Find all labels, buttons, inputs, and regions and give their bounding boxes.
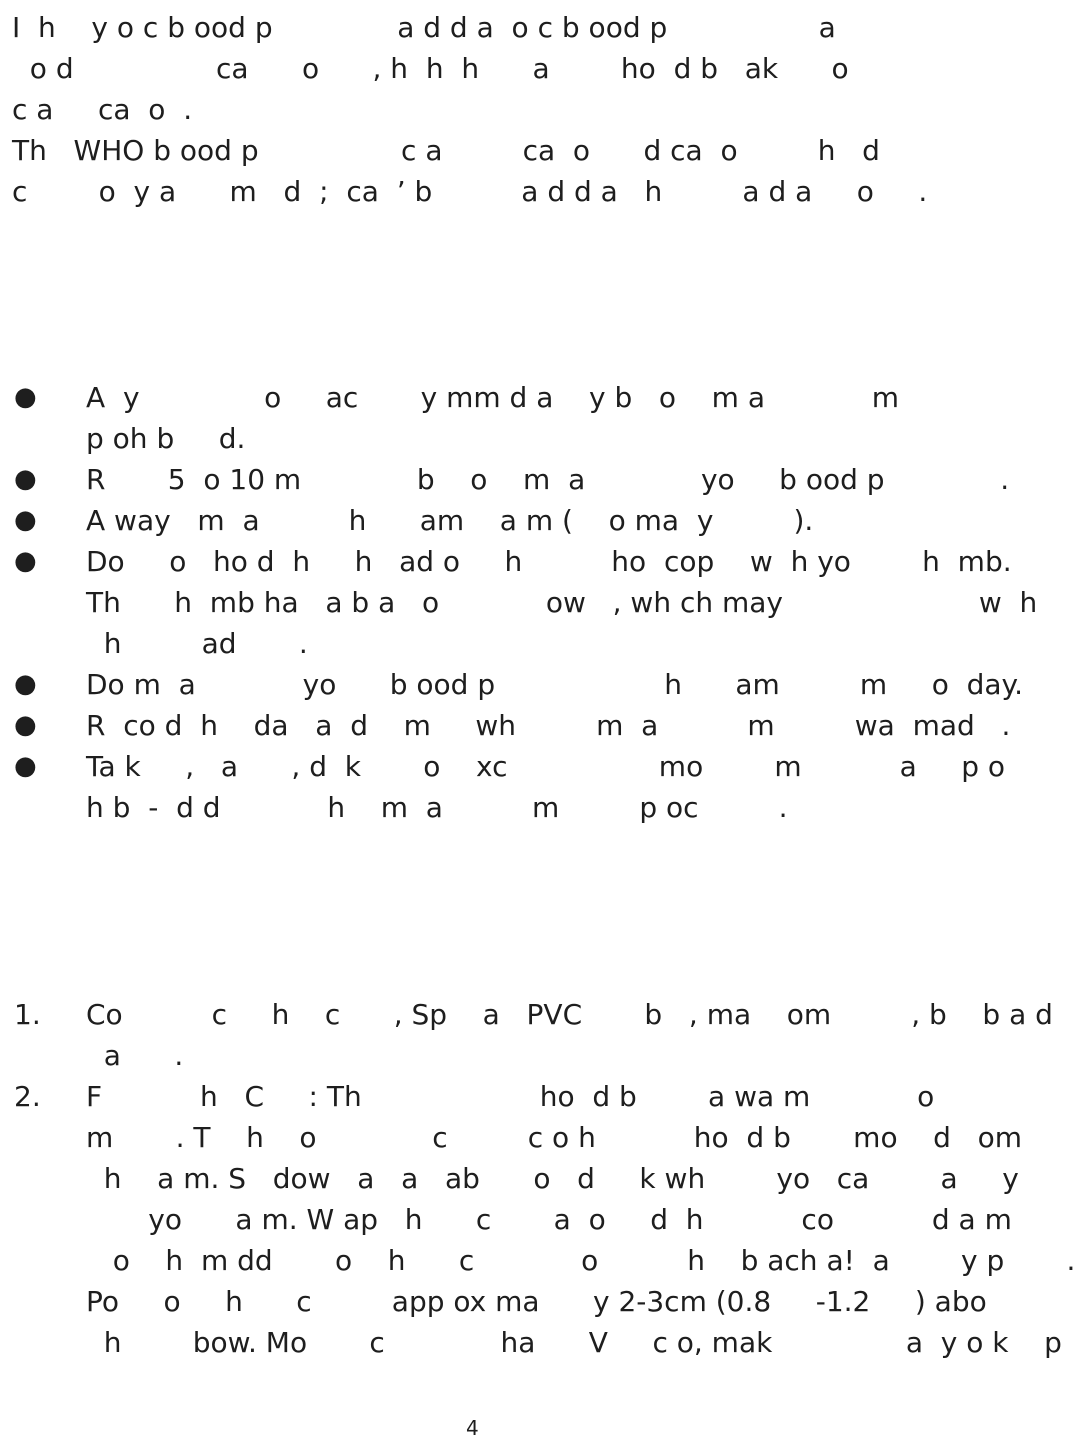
bullet-icon: ● xyxy=(14,464,37,494)
bullet-line: A way m a h am a m ( o ma y ). xyxy=(86,504,814,537)
step-line: h a m. S dow a a ab o d k wh yo ca a y xyxy=(86,1162,1019,1195)
step-line: m . T h o c c o h ho d b mo d om xyxy=(86,1121,1023,1154)
bullet-line: R 5 o 10 m b o m a yo b ood p . xyxy=(86,463,1010,496)
bullet-line: Th h mb ha a b a o ow , wh ch may w h xyxy=(86,586,1038,619)
bullet-line: Ta k , a , d k o xc mo m a p o xyxy=(86,750,1006,783)
step-number: 1. xyxy=(14,998,41,1031)
intro-line: c o y a m d ; ca ’ b a d d a h a d a o . xyxy=(12,175,928,208)
bullet-icon: ● xyxy=(14,710,37,740)
step-line: Po o h c app ox ma y 2-3cm (0.8 -1.2 ) abo xyxy=(86,1285,987,1318)
bullet-line: R co d h da a d m wh m a m wa mad . xyxy=(86,709,1011,742)
bullet-icon: ● xyxy=(14,751,37,781)
bullet-icon: ● xyxy=(14,505,37,535)
bullet-line: h ad . xyxy=(86,627,308,660)
step-line: yo a m. W ap h c a o d h co d a m xyxy=(86,1203,1012,1236)
step-line: a . xyxy=(86,1039,184,1072)
step-line: F h C : Th ho d b a wa m o xyxy=(86,1080,935,1113)
bullet-line: p oh b d. xyxy=(86,422,246,455)
step-line: Co c h c , Sp a PVC b , ma om , b b a d xyxy=(86,998,1053,1031)
intro-line: o d ca o , h h h a ho d b ak o xyxy=(12,52,849,85)
step-line: o h m dd o h c o h b ach a! a y p . xyxy=(86,1244,1075,1277)
step-line: h bow. Mo c ha V c o, mak a y o k p xyxy=(86,1326,1062,1359)
intro-line: c a ca o . xyxy=(12,93,193,126)
intro-line: Th WHO b ood p c a ca o d ca o h d xyxy=(12,134,880,167)
bullet-icon: ● xyxy=(14,669,37,699)
bullet-line: h b - d d h m a m p oc . xyxy=(86,791,788,824)
bullet-line: Do o ho d h h ad o h ho cop w h yo h mb. xyxy=(86,545,1012,578)
bullet-line: A y o ac y mm d a y b o m a m xyxy=(86,381,900,414)
bullet-line: Do m a yo b ood p h am m o day. xyxy=(86,668,1024,701)
bullet-icon: ● xyxy=(14,382,37,412)
page-number: 4 xyxy=(466,1416,479,1440)
bullet-icon: ● xyxy=(14,546,37,576)
step-number: 2. xyxy=(14,1080,41,1113)
intro-line: I h y o c b ood p a d d a o c b ood p a xyxy=(12,11,836,44)
